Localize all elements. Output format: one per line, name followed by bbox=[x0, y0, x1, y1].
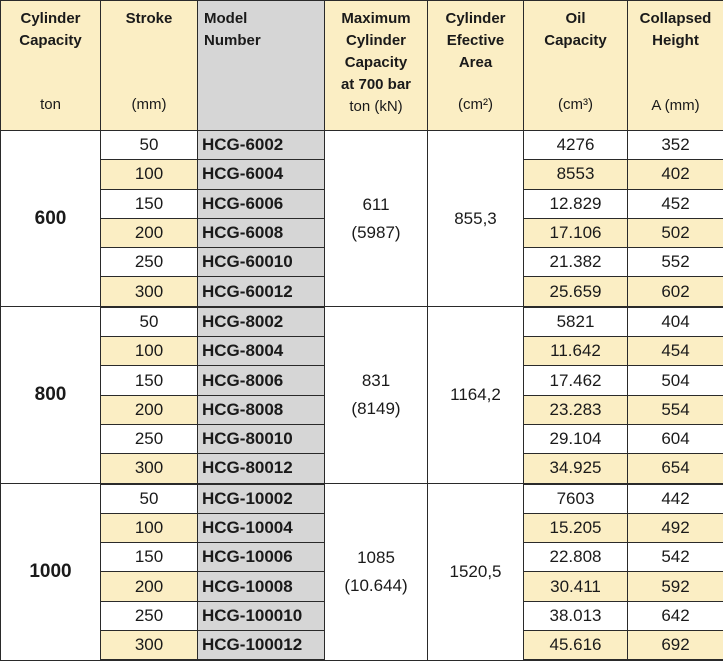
stroke-cell: 100 bbox=[101, 337, 198, 366]
collapsed-height-cell: 654 bbox=[628, 454, 723, 484]
header-max-capacity: Maximum Cylinder Capacity at 700 bar ton (kN) bbox=[325, 1, 428, 131]
oil-capacity-cell: 34.925 bbox=[524, 454, 628, 484]
header-oil-capacity: Oil Capacity (cm³) bbox=[524, 1, 628, 131]
max-capacity-cell bbox=[325, 307, 428, 484]
oil-capacity-cell: 21.382 bbox=[524, 248, 628, 277]
header-effective-area: Cylinder Efective Area (cm²) bbox=[428, 1, 524, 131]
model-number-cell: HCG-8004 bbox=[198, 337, 325, 366]
oil-capacity-cell: 30.411 bbox=[524, 572, 628, 601]
model-number-cell: HCG-10008 bbox=[198, 572, 325, 601]
oil-capacity-cell: 23.283 bbox=[524, 395, 628, 424]
oil-capacity-cell: 17.462 bbox=[524, 366, 628, 395]
effective-area-cell: 1164,2 bbox=[428, 307, 524, 484]
collapsed-height-cell: 492 bbox=[628, 513, 723, 542]
model-number-cell: HCG-8006 bbox=[198, 366, 325, 395]
header-collapsed-height: Collapsed Height A (mm) bbox=[628, 1, 723, 131]
collapsed-height-cell: 542 bbox=[628, 543, 723, 572]
stroke-cell: 300 bbox=[101, 631, 198, 661]
model-number-cell: HCG-10004 bbox=[198, 513, 325, 542]
stroke-cell: 150 bbox=[101, 189, 198, 218]
collapsed-height-cell: 552 bbox=[628, 248, 723, 277]
stroke-cell: 150 bbox=[101, 543, 198, 572]
stroke-cell: 50 bbox=[101, 484, 198, 514]
stroke-cell: 300 bbox=[101, 454, 198, 484]
collapsed-height-cell: 504 bbox=[628, 366, 723, 395]
max-capacity-ton: 611 bbox=[362, 194, 390, 214]
header-cylinder-capacity: Cylinder Capacity ton bbox=[1, 1, 101, 131]
model-number-cell: HCG-6002 bbox=[198, 131, 325, 160]
stroke-cell: 250 bbox=[101, 424, 198, 453]
max-capacity-ton: 831 bbox=[361, 371, 391, 391]
collapsed-height-cell: 442 bbox=[628, 484, 723, 514]
effective-area-cell: 1520,5 bbox=[428, 484, 524, 661]
oil-capacity-cell: 15.205 bbox=[524, 513, 628, 542]
model-number-cell: HCG-80012 bbox=[198, 454, 325, 484]
collapsed-height-cell: 642 bbox=[628, 601, 723, 630]
header-stroke: Stroke (mm) bbox=[101, 1, 198, 131]
model-number-cell: HCG-6004 bbox=[198, 160, 325, 189]
model-number-cell: HCG-60012 bbox=[198, 277, 325, 307]
model-number-cell: HCG-8008 bbox=[198, 395, 325, 424]
oil-capacity-cell: 45.616 bbox=[524, 631, 628, 661]
model-number-cell: HCG-10002 bbox=[198, 484, 325, 514]
stroke-cell: 50 bbox=[101, 307, 198, 337]
oil-capacity-cell: 29.104 bbox=[524, 424, 628, 453]
table-row bbox=[1, 484, 723, 514]
stroke-cell: 150 bbox=[101, 366, 198, 395]
oil-capacity-cell: 7603 bbox=[524, 484, 628, 514]
max-capacity-ton: 1085 bbox=[357, 547, 395, 567]
collapsed-height-cell: 402 bbox=[628, 160, 723, 189]
collapsed-height-cell: 602 bbox=[628, 277, 723, 307]
max-capacity-kn: (8149) bbox=[351, 399, 401, 419]
oil-capacity-cell: 17.106 bbox=[524, 218, 628, 247]
stroke-cell: 100 bbox=[101, 160, 198, 189]
collapsed-height-cell: 454 bbox=[628, 337, 723, 366]
model-number-cell: HCG-6006 bbox=[198, 189, 325, 218]
collapsed-height-cell: 692 bbox=[628, 631, 723, 661]
stroke-cell: 50 bbox=[101, 131, 198, 160]
header-model-number: Model Number bbox=[198, 1, 325, 131]
collapsed-height-cell: 554 bbox=[628, 395, 723, 424]
collapsed-height-cell: 604 bbox=[628, 424, 723, 453]
stroke-cell: 100 bbox=[101, 513, 198, 542]
collapsed-height-cell: 592 bbox=[628, 572, 723, 601]
oil-capacity-cell: 8553 bbox=[524, 160, 628, 189]
max-capacity-cell bbox=[325, 484, 428, 661]
oil-capacity-cell: 5821 bbox=[524, 307, 628, 337]
model-number-cell: HCG-8002 bbox=[198, 307, 325, 337]
header-row bbox=[1, 1, 723, 131]
stroke-cell: 200 bbox=[101, 218, 198, 247]
max-capacity-cell bbox=[325, 131, 428, 307]
model-number-cell: HCG-6008 bbox=[198, 218, 325, 247]
cylinder-capacity-cell: 600 bbox=[1, 131, 101, 307]
stroke-cell: 250 bbox=[101, 601, 198, 630]
stroke-cell: 300 bbox=[101, 277, 198, 307]
collapsed-height-cell: 404 bbox=[628, 307, 723, 337]
model-number-cell: HCG-60010 bbox=[198, 248, 325, 277]
table-row bbox=[1, 307, 723, 337]
oil-capacity-cell: 25.659 bbox=[524, 277, 628, 307]
model-number-cell: HCG-80010 bbox=[198, 424, 325, 453]
stroke-cell: 250 bbox=[101, 248, 198, 277]
table-body bbox=[1, 131, 723, 661]
cylinder-capacity-cell: 800 bbox=[1, 307, 101, 484]
model-number-cell: HCG-10006 bbox=[198, 543, 325, 572]
collapsed-height-cell: 452 bbox=[628, 189, 723, 218]
max-capacity-kn: (10.644) bbox=[344, 575, 408, 595]
stroke-cell: 200 bbox=[101, 395, 198, 424]
stroke-cell: 200 bbox=[101, 572, 198, 601]
effective-area-cell: 855,3 bbox=[428, 131, 524, 307]
model-number-cell: HCG-100010 bbox=[198, 601, 325, 630]
oil-capacity-cell: 22.808 bbox=[524, 543, 628, 572]
cylinder-capacity-cell: 1000 bbox=[1, 484, 101, 661]
oil-capacity-cell: 38.013 bbox=[524, 601, 628, 630]
oil-capacity-cell: 12.829 bbox=[524, 189, 628, 218]
collapsed-height-cell: 352 bbox=[628, 131, 723, 160]
model-number-cell: HCG-100012 bbox=[198, 631, 325, 661]
oil-capacity-cell: 11.642 bbox=[524, 337, 628, 366]
max-capacity-kn: (5987) bbox=[351, 222, 401, 242]
collapsed-height-cell: 502 bbox=[628, 218, 723, 247]
table-row bbox=[1, 131, 723, 160]
oil-capacity-cell: 4276 bbox=[524, 131, 628, 160]
